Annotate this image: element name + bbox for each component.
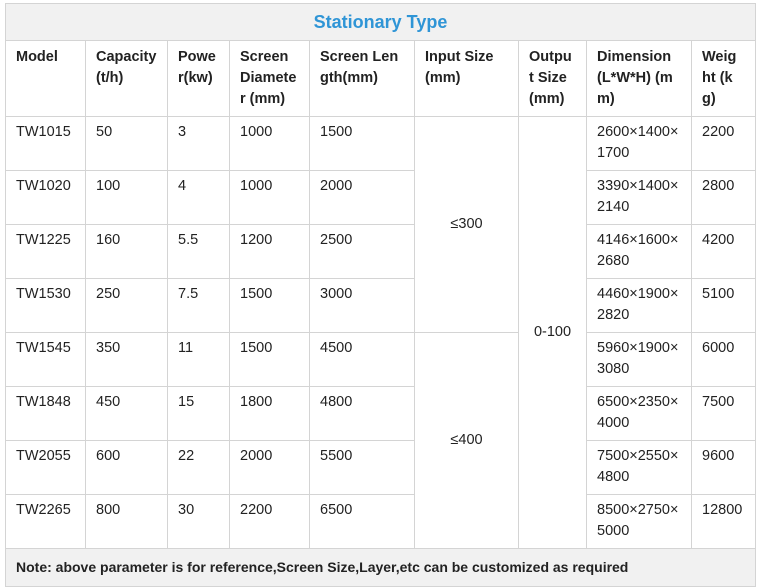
header-input-size: Input Size (mm) [415,41,519,117]
cell-length: 5500 [310,441,415,495]
cell-capacity: 450 [86,387,168,441]
table-title: Stationary Type [6,4,756,41]
spec-table [5,3,756,587]
spec-table-body [6,4,756,549]
cell-dimension: 3390×1400×2140 [587,171,692,225]
cell-weight: 4200 [692,225,756,279]
cell-power: 4 [168,171,230,225]
header-capacity: Capacity (t/h) [86,41,168,117]
cell-input-size: ≤400 [415,333,519,549]
cell-diameter: 1800 [230,387,310,441]
cell-weight: 9600 [692,441,756,495]
cell-dimension: 8500×2750×5000 [587,495,692,549]
cell-length: 2000 [310,171,415,225]
cell-capacity: 800 [86,495,168,549]
cell-model: TW1545 [6,333,86,387]
header-dimension: Dimension (L*W*H) (mm) [587,41,692,117]
cell-weight: 2800 [692,171,756,225]
cell-input-size: ≤300 [415,117,519,333]
cell-length: 2500 [310,225,415,279]
cell-model: TW2265 [6,495,86,549]
table-row [6,117,756,171]
title-row [6,4,756,41]
cell-dimension: 6500×2350×4000 [587,387,692,441]
cell-dimension: 2600×1400×1700 [587,117,692,171]
cell-diameter: 2000 [230,441,310,495]
cell-power: 22 [168,441,230,495]
cell-output-size: 0-100 [519,117,587,549]
cell-weight: 12800 [692,495,756,549]
table-row [6,495,756,549]
cell-capacity: 160 [86,225,168,279]
cell-diameter: 1000 [230,171,310,225]
header-model: Model [6,41,86,117]
header-row [6,41,756,117]
cell-capacity: 350 [86,333,168,387]
cell-diameter: 2200 [230,495,310,549]
cell-diameter: 1500 [230,333,310,387]
cell-capacity: 600 [86,441,168,495]
cell-diameter: 1000 [230,117,310,171]
cell-model: TW1530 [6,279,86,333]
table-row [6,225,756,279]
cell-weight: 6000 [692,333,756,387]
cell-weight: 7500 [692,387,756,441]
cell-model: TW2055 [6,441,86,495]
cell-diameter: 1200 [230,225,310,279]
cell-weight: 5100 [692,279,756,333]
header-power: Power(kw) [168,41,230,117]
cell-length: 4500 [310,333,415,387]
cell-power: 7.5 [168,279,230,333]
cell-dimension: 7500×2550×4800 [587,441,692,495]
footnote: Note: above parameter is for reference,Screen Size,Layer,etc can be customized as required [6,549,756,587]
cell-power: 5.5 [168,225,230,279]
cell-model: TW1020 [6,171,86,225]
cell-power: 11 [168,333,230,387]
cell-weight: 2200 [692,117,756,171]
cell-model: TW1225 [6,225,86,279]
header-length: Screen Length(mm) [310,41,415,117]
cell-power: 3 [168,117,230,171]
cell-capacity: 50 [86,117,168,171]
header-output-size: Output Size (mm) [519,41,587,117]
cell-length: 3000 [310,279,415,333]
cell-dimension: 4146×1600×2680 [587,225,692,279]
cell-power: 30 [168,495,230,549]
spec-table-container [5,3,755,587]
cell-length: 1500 [310,117,415,171]
table-row [6,279,756,333]
cell-power: 15 [168,387,230,441]
header-weight: Weight (kg) [692,41,756,117]
cell-dimension: 5960×1900×3080 [587,333,692,387]
table-row [6,333,756,387]
cell-diameter: 1500 [230,279,310,333]
header-diameter: Screen Diameter (mm) [230,41,310,117]
note-row [6,549,756,587]
cell-length: 4800 [310,387,415,441]
cell-capacity: 250 [86,279,168,333]
cell-model: TW1848 [6,387,86,441]
table-row [6,171,756,225]
table-row [6,387,756,441]
cell-model: TW1015 [6,117,86,171]
cell-dimension: 4460×1900×2820 [587,279,692,333]
cell-length: 6500 [310,495,415,549]
cell-capacity: 100 [86,171,168,225]
table-row [6,441,756,495]
